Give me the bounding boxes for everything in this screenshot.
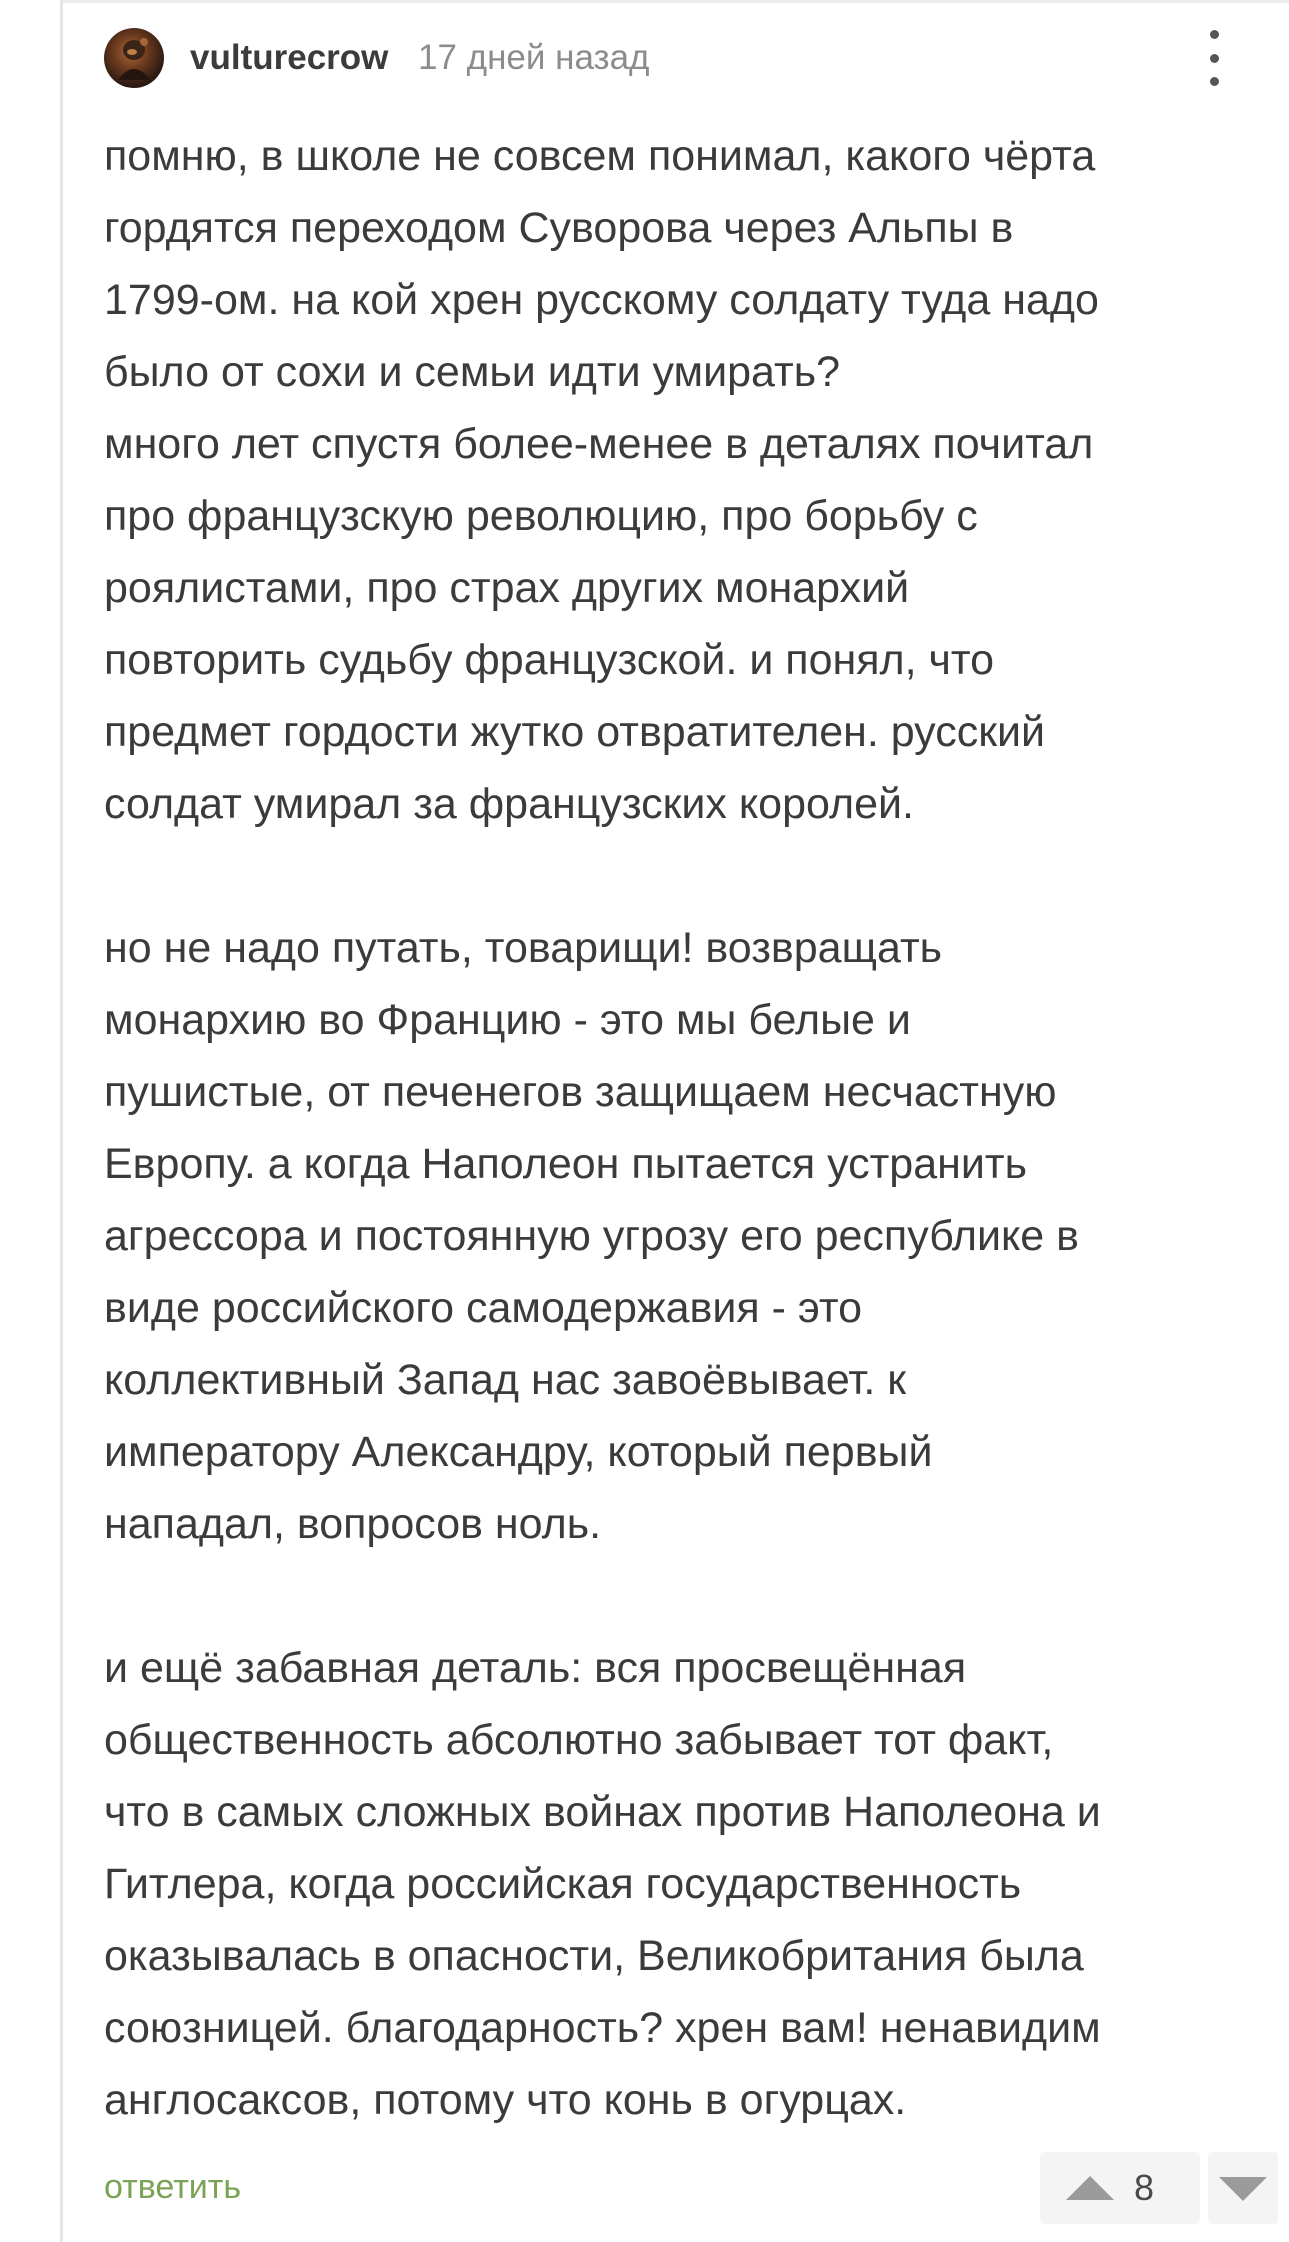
comment-text-line: Европу. а когда Наполеон пытается устранить: [104, 1140, 1027, 1188]
menu-dot: [1210, 30, 1219, 39]
comment-text-line: 1799-ом. на кой хрен русскому солдату туда надо: [104, 276, 1099, 324]
rating-count: 8: [1134, 2167, 1155, 2208]
comment-body: [104, 120, 1274, 2136]
comment-text-line: помню, в школе не совсем понимал, какого чёрта: [104, 132, 1096, 180]
avatar-image-icon: [104, 28, 164, 88]
author-name[interactable]: vulturecrow: [190, 38, 389, 77]
downvote-arrow-icon: [1219, 2177, 1267, 2201]
comment-text-line: предмет гордости жутко отвратителен. русский: [104, 708, 1046, 756]
comment-paragraph: [104, 912, 1274, 1560]
thread-line: [60, 0, 63, 2242]
comment-text-line: что в самых сложных войнах против Наполеона и: [104, 1788, 1101, 1836]
comment-text-line: нападал, вопросов ноль.: [104, 1500, 602, 1548]
menu-dot: [1210, 77, 1219, 86]
comment-text-line: императору Александру, который первый: [104, 1428, 933, 1476]
comment-text-line: солдат умирал за французских королей.: [104, 780, 914, 828]
comment-text-line: монархию во Францию - это мы белые и: [104, 996, 911, 1044]
comment-text-line: гордятся переходом Суворова через Альпы в: [104, 204, 1014, 252]
comment-text-line: коллективный Запад нас завоёвывает. к: [104, 1356, 907, 1404]
comment-text-line: виде российского самодержавия - это: [104, 1284, 863, 1332]
comment-text-line: оказывалась в опасности, Великобритания была: [104, 1932, 1084, 1980]
comment-text-line: пушистые, от печенегов защищаем несчастную: [104, 1068, 1057, 1116]
comment-text-line: повторить судьбу французской. и понял, что: [104, 636, 995, 684]
comment-text-line: англосаксов, потому что конь в огурцах.: [104, 2076, 907, 2124]
top-divider: [60, 0, 1289, 3]
comment-paragraph: [104, 120, 1274, 840]
upvote-arrow-icon: [1066, 2176, 1114, 2200]
downvote-button[interactable]: [1208, 2152, 1278, 2224]
comment-text-line: и ещё забавная деталь: вся просвещённая: [104, 1644, 967, 1692]
avatar[interactable]: [104, 28, 164, 88]
menu-dot: [1210, 54, 1219, 63]
comment-header: [104, 28, 1264, 88]
comment-text-line: агрессора и постоянную угрозу его республике в: [104, 1212, 1079, 1260]
reply-button[interactable]: ответить: [104, 2168, 242, 2206]
vote-controls: [1040, 2152, 1276, 2224]
comment-text-line: роялистами, про страх других монархий: [104, 564, 910, 612]
comment-footer: [104, 2152, 1264, 2224]
comment-paragraph: [104, 1632, 1274, 2136]
comment-timestamp[interactable]: 17 дней назад: [418, 38, 650, 77]
more-vertical-icon[interactable]: [1194, 30, 1234, 86]
comment-text-line: но не надо путать, товарищи! возвращать: [104, 924, 943, 972]
comment-text-line: было от сохи и семьи идти умирать?: [104, 348, 841, 396]
comment-text-line: про французскую революцию, про борьбу с: [104, 492, 978, 540]
comment-text-line: много лет спустя более-менее в деталях почитал: [104, 420, 1094, 468]
comment-text-line: союзницей. благодарность? хрен вам! ненавидим: [104, 2004, 1101, 2052]
upvote-button[interactable]: [1040, 2152, 1200, 2224]
comment-text-line: общественность абсолютно забывает тот факт,: [104, 1716, 1054, 1764]
comment-text-line: Гитлера, когда российская государственность: [104, 1860, 1022, 1908]
